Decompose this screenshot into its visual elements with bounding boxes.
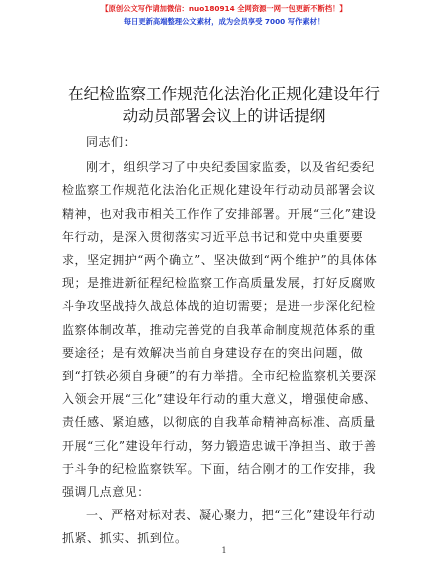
body-paragraph-1: 刚才，组织学习了中央纪委国家监委，以及省纪委纪检监察工作规范化法治化正规化建设年行动动员部署会议精神，也对我市相关工作作了安排部署。开展“三化”建设年行动，是深入贯彻落实习近平总书记和党中央重要要求，坚定拥护“两个确立”、坚决做到“两个维护”的具体体现；是推进新征程纪检监察工作高质量发展，打好反腐败斗争攻坚战持久战总体战的迫切需要；是进一步深化纪检监察体制改革，推动完善党的自我革命制度规范体系的重要途径；是有效解决当前自身建设存在的突出问题，做到“打铁必须自身硬”的有力举措。全市纪检监察机关要深入领会开展“三化”建设年行动的重大意义，增强使命感、责任感、紧迫感，以彻底的自我革命精神高标准、高质量开展“三化”建设年行动，努力锻造忠诚干净担当、敢于善于斗争的纪检监察铁军。下面，结合刚才的工作安排，我强调几点意见： bbox=[62, 160, 378, 500]
document-body bbox=[62, 131, 382, 551]
greeting: 同志们： bbox=[86, 135, 137, 149]
document-title-line-1: 在纪检监察工作规范化法治化正规化建设年行 bbox=[68, 85, 380, 103]
document-title bbox=[40, 83, 408, 127]
promo-banner-line-1: 【原创公文写作请加微信：nuo180914 全网资源一网一包更新不断档！】 bbox=[101, 4, 347, 13]
promo-banner bbox=[0, 3, 448, 27]
promo-banner-line-2: 每日更新高端整理公文素材，成为会员享受 7000 写作素材！ bbox=[123, 17, 325, 26]
page-number: 1 bbox=[221, 546, 227, 555]
body-paragraph-2: 一、严格对标对表、凝心聚力，把“三化”建设年行动抓紧、抓实、抓到位。 bbox=[62, 508, 376, 546]
document-title-line-2: 动动员部署会议上的讲话提纲 bbox=[122, 107, 326, 125]
